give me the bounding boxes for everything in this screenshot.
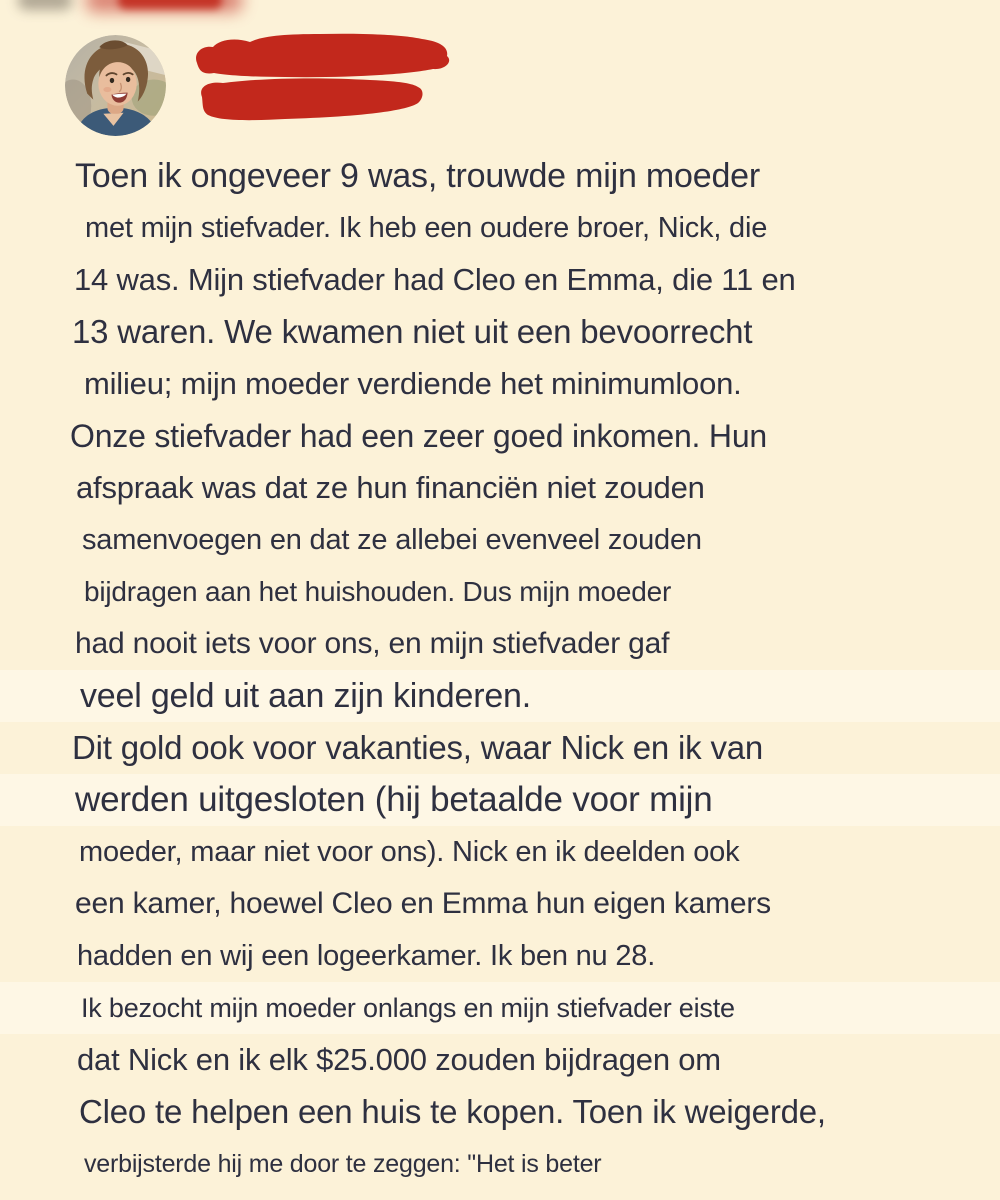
post-text-line: hadden en wij een logeerkamer. Ik ben nu 28. bbox=[77, 939, 656, 972]
post-text-line: Ik bezocht mijn moeder onlangs en mijn stiefvader eiste bbox=[0, 982, 1000, 1034]
post-text-line: bijdragen aan het huishouden. Dus mijn moeder bbox=[84, 576, 672, 607]
post-text-line: milieu; mijn moeder verdiende het minimumloon. bbox=[84, 366, 742, 401]
post-text-line: een kamer, hoewel Cleo en Emma hun eigen kamers bbox=[75, 887, 771, 920]
post-text-line: Dit gold ook voor vakanties, waar Nick en ik van bbox=[72, 729, 764, 766]
post-text-line: werden uitgesloten (hij betaalde voor mijn bbox=[0, 774, 1000, 826]
avatar[interactable] bbox=[65, 35, 166, 136]
post-text-line: 14 was. Mijn stiefvader had Cleo en Emma, die 11 en bbox=[74, 262, 796, 297]
redacted-name-scribble bbox=[190, 33, 454, 125]
post-text-line: 13 waren. We kwamen niet uit een bevoorrecht bbox=[72, 313, 753, 350]
post-text-line: Toen ik ongeveer 9 was, trouwde mijn moeder bbox=[75, 156, 760, 195]
post-text-line: moeder, maar niet voor ons). Nick en ik deelden ook bbox=[79, 835, 740, 868]
post-header bbox=[0, 0, 1000, 150]
post-text-line: samenvoegen en dat ze allebei evenveel zouden bbox=[82, 523, 702, 556]
post-text-line: veel geld uit aan zijn kinderen. bbox=[0, 670, 1000, 722]
post-text-line: afspraak was dat ze hun financiën niet zouden bbox=[76, 470, 705, 505]
post-text-line: dat Nick en ik elk $25.000 zouden bijdragen om bbox=[77, 1042, 721, 1077]
post-text-line: met mijn stiefvader. Ik heb een oudere broer, Nick, die bbox=[85, 211, 768, 244]
post-text-line: Cleo te helpen een huis te kopen. Toen ik weigerde, bbox=[79, 1093, 826, 1130]
post-text-line: verbijsterde hij me door te zeggen: "Het is beter bbox=[84, 1149, 602, 1178]
post-body bbox=[0, 150, 1000, 1190]
post-text-line: Onze stiefvader had een zeer goed inkomen. Hun bbox=[70, 417, 768, 454]
post-text-line: had nooit iets voor ons, en mijn stiefvader gaf bbox=[75, 627, 670, 660]
